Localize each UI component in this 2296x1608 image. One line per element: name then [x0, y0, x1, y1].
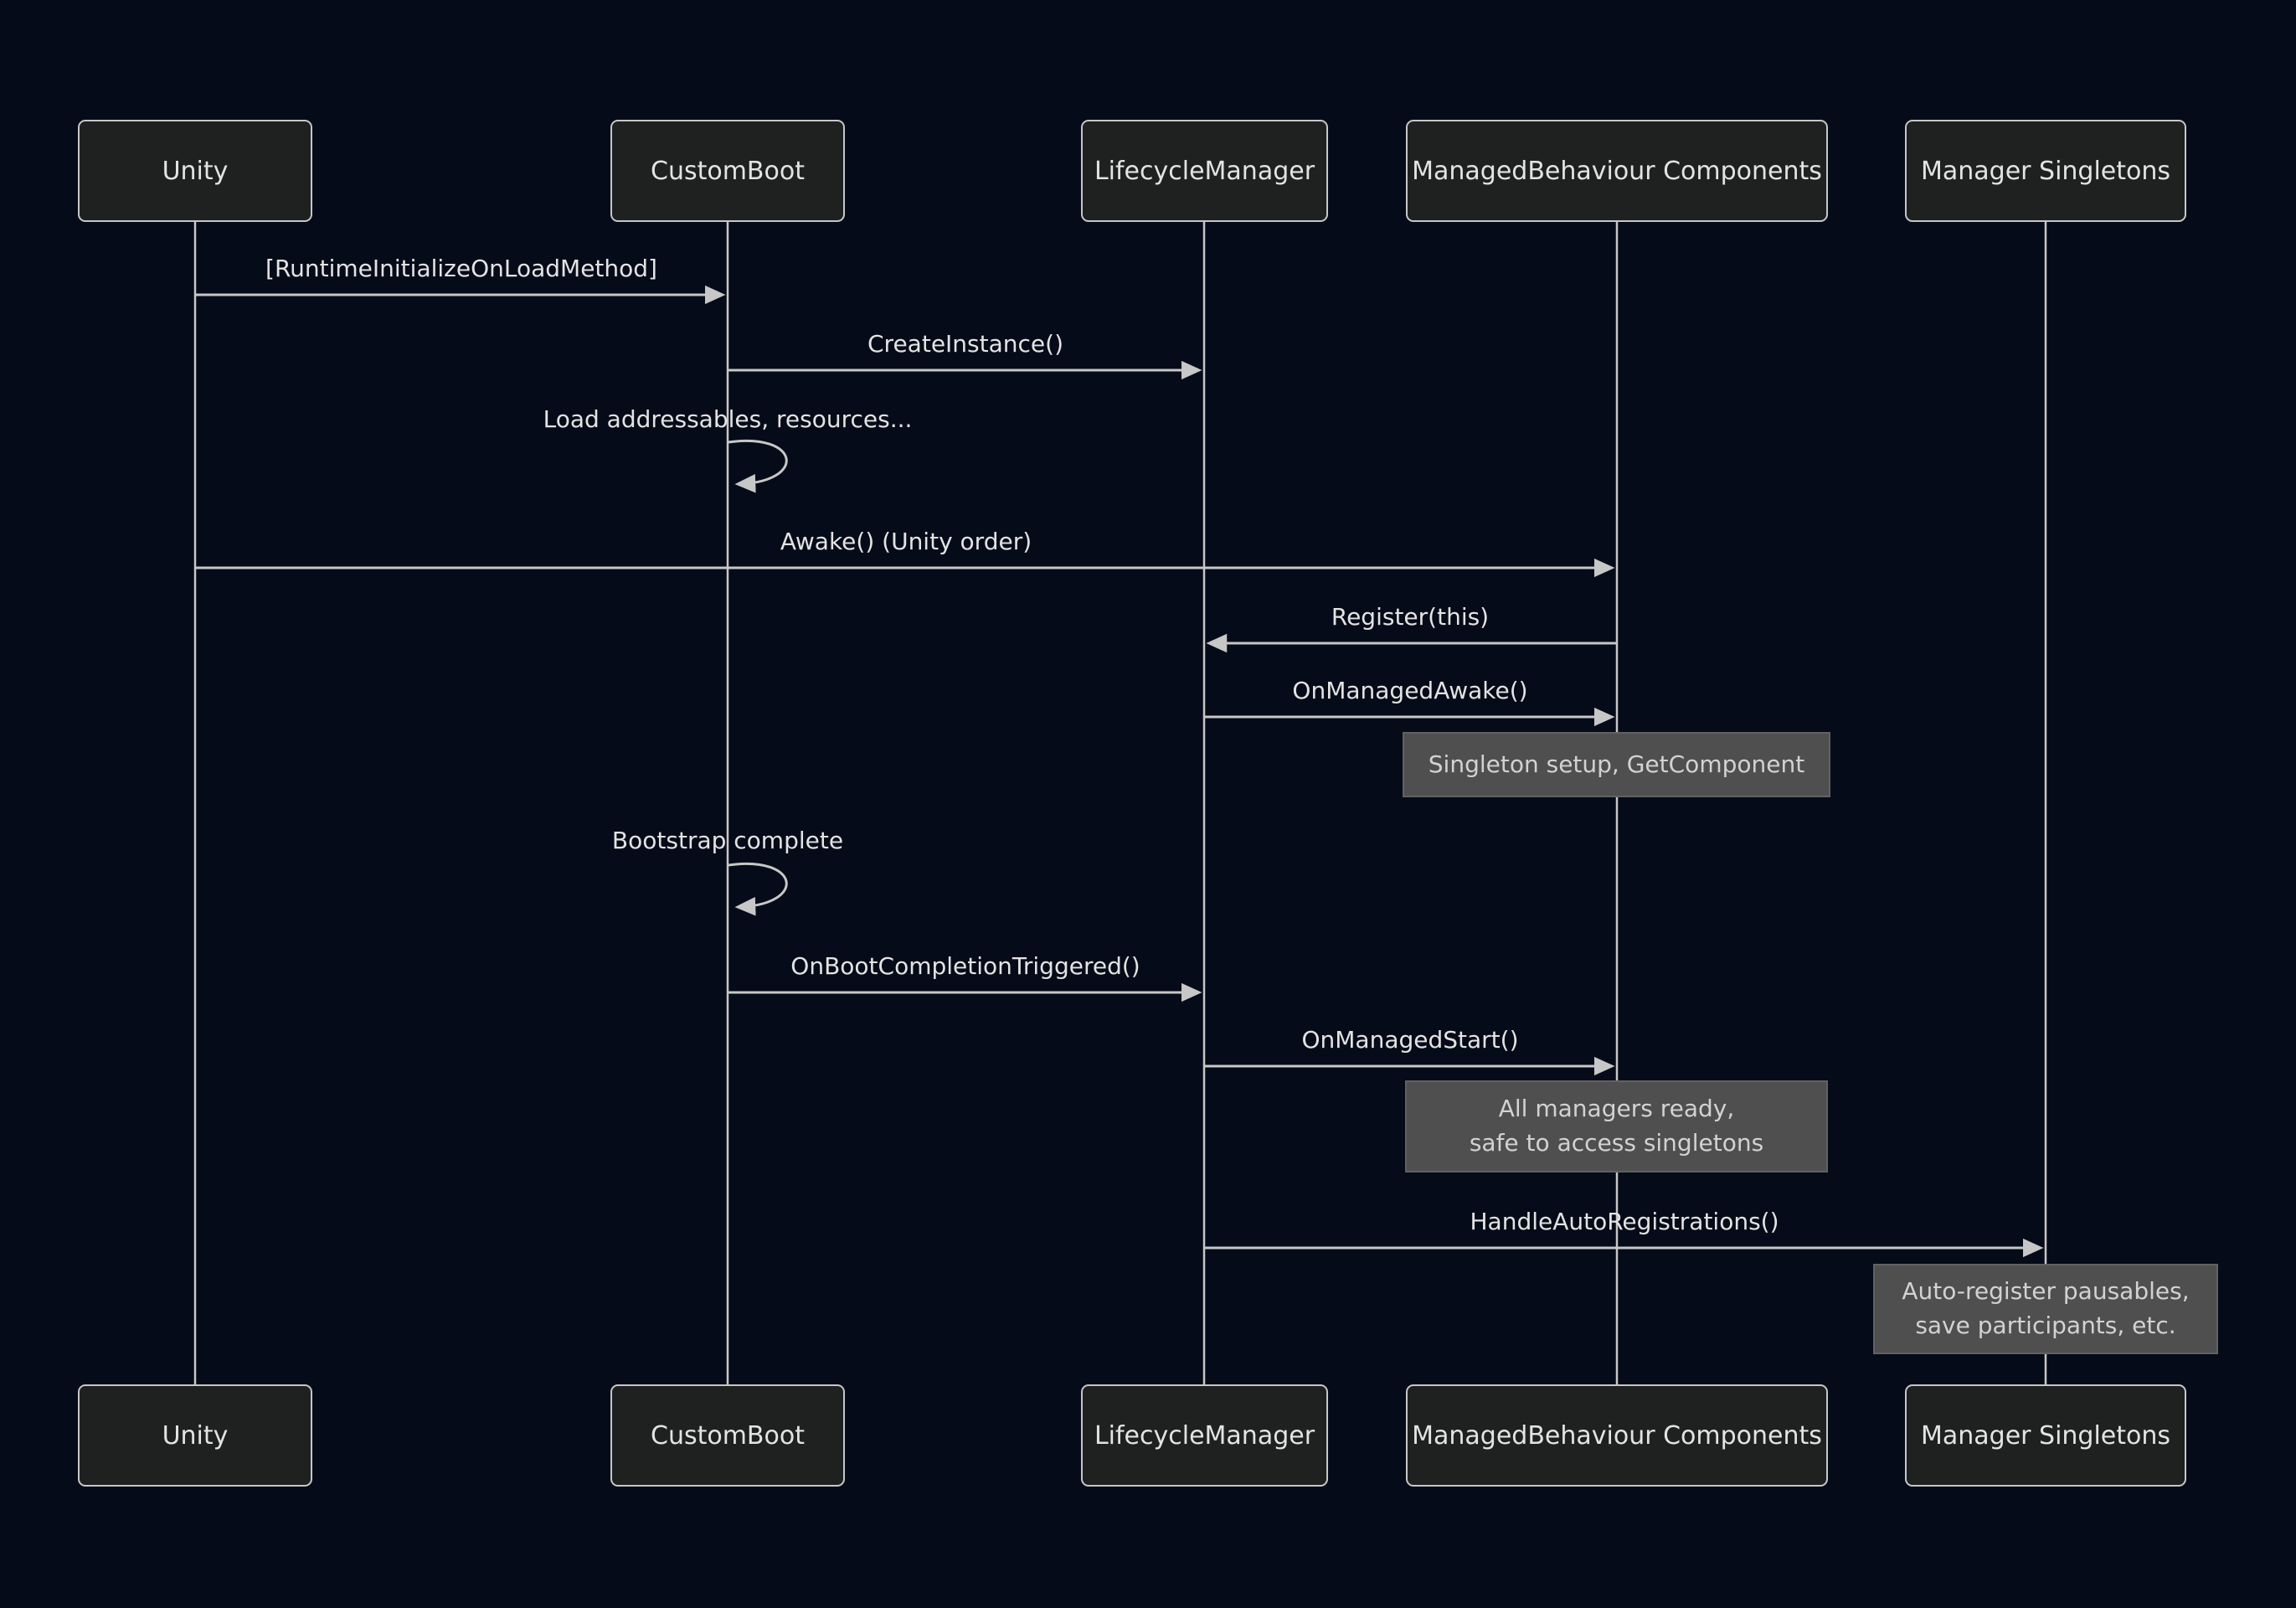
actor-bottom-manager-singletons: [1905, 1384, 2186, 1487]
message-label-runtime-initialize-on-load: [RuntimeInitializeOnLoadMethod]: [265, 255, 657, 282]
actor-label: ManagedBehaviour Components: [1412, 1420, 1822, 1451]
self-loop-load-addressables: [728, 441, 786, 484]
note-auto-register-pausables: [1873, 1264, 2218, 1354]
actor-label: CustomBoot: [651, 1420, 805, 1451]
actor-label: CustomBoot: [651, 156, 805, 186]
note-line: safe to access singletons: [1469, 1129, 1764, 1157]
note-line: save participants, etc.: [1915, 1312, 2176, 1339]
note-singleton-setup: [1403, 732, 1830, 797]
note-all-managers-ready: [1405, 1080, 1828, 1172]
message-label-awake-unity-order: Awake() (Unity order): [780, 528, 1032, 555]
message-label-on-managed-start: OnManagedStart(): [1301, 1026, 1519, 1054]
actor-label: ManagedBehaviour Components: [1412, 156, 1822, 186]
actor-bottom-unity: [78, 1384, 312, 1487]
self-loop-bootstrap-complete: [728, 863, 786, 907]
message-label-on-managed-awake: OnManagedAwake(): [1292, 677, 1528, 704]
actor-bottom-lifecyclemanager: [1081, 1384, 1328, 1487]
actor-label: Manager Singletons: [1920, 156, 2171, 186]
actor-label: LifecycleManager: [1094, 156, 1315, 186]
message-label-bootstrap-complete: Bootstrap complete: [611, 827, 844, 854]
note-line: Auto-register pausables,: [1902, 1277, 2190, 1306]
message-label-on-boot-completion-triggered: OnBootCompletionTriggered(): [790, 952, 1140, 980]
actor-bottom-managedbehaviour-components: [1406, 1384, 1828, 1487]
actor-top-unity: [78, 120, 312, 222]
message-label-handle-auto-registrations: HandleAutoRegistrations(): [1470, 1208, 1779, 1235]
message-label-load-addressables: Load addressables, resources...: [543, 405, 913, 433]
note-line: All managers ready,: [1498, 1095, 1735, 1123]
actor-top-lifecyclemanager: [1081, 120, 1328, 222]
actor-top-manager-singletons: [1905, 120, 2186, 222]
note-line: Singleton setup, GetComponent: [1428, 750, 1805, 778]
actor-label: Unity: [162, 156, 229, 186]
message-label-register-this: Register(this): [1331, 603, 1490, 631]
message-label-create-instance: CreateInstance(): [867, 330, 1063, 358]
actor-top-managedbehaviour-components: [1406, 120, 1828, 222]
actor-bottom-customboot: [610, 1384, 845, 1487]
actor-label: Unity: [162, 1420, 229, 1451]
actor-top-customboot: [610, 120, 845, 222]
actor-label: Manager Singletons: [1920, 1420, 2171, 1451]
actor-label: LifecycleManager: [1094, 1420, 1315, 1451]
